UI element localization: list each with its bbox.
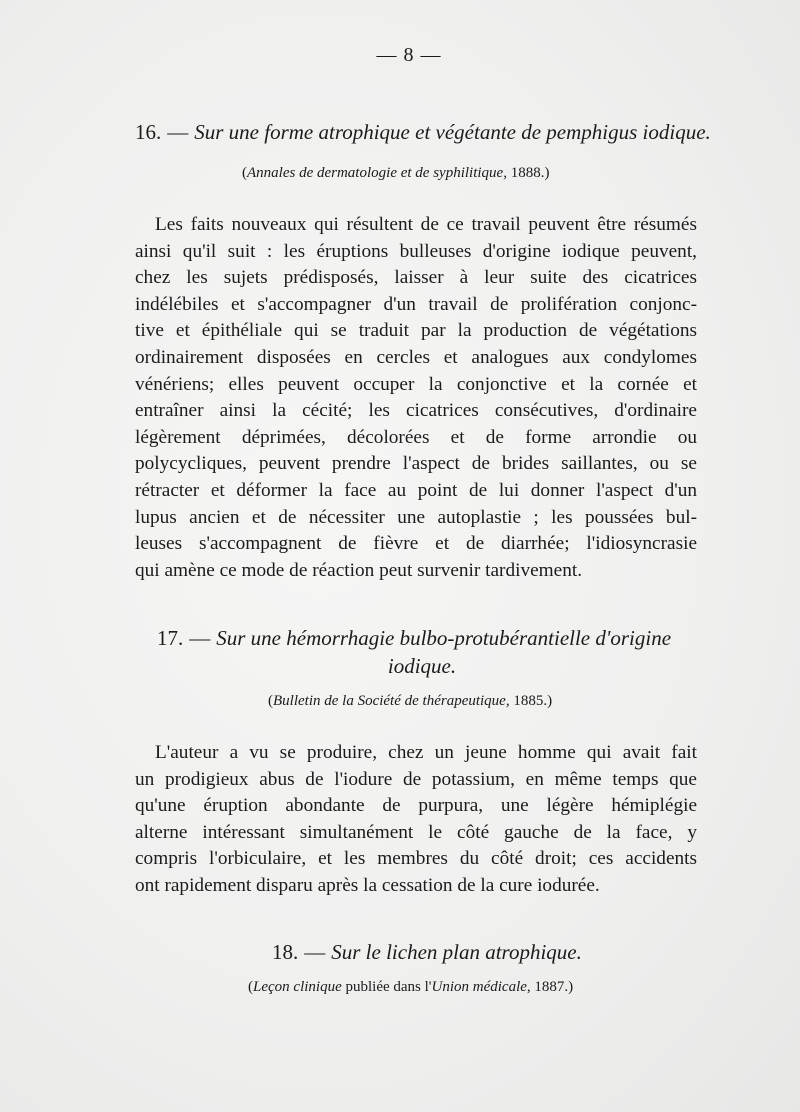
entry-17-paragraph bbox=[135, 740, 697, 900]
entry-title-text: Sur une forme atrophique et végétante de pemphigus iodique. bbox=[194, 120, 711, 144]
paragraph-line: polycycliques, peuvent prendre l'aspect de brides saillantes, ou se bbox=[135, 453, 697, 475]
paragraph-line: alterne intéressant simultanément le côté gauche de la face, y bbox=[135, 821, 697, 843]
paragraph-line: compris l'orbiculaire, et les membres du côté droit; ces accidents bbox=[135, 848, 697, 870]
source-year: 1888.) bbox=[506, 165, 550, 181]
paragraph-line: qui amène ce mode de réaction peut survenir tardivement. bbox=[135, 559, 583, 581]
paragraph-line: tive et épithéliale qui se traduit par la production de végétations bbox=[135, 320, 697, 342]
entry-18-source: (Leçon clinique publiée dans l'Union médicale, 1887.) bbox=[248, 979, 574, 995]
source-mid: publiée dans l' bbox=[341, 979, 432, 995]
paragraph-line: ainsi qu'il suit : les éruptions bulleuses d'origine iodique peuvent, bbox=[135, 240, 697, 262]
entry-18-title bbox=[272, 938, 582, 966]
entry-title-text: Sur le lichen plan atrophique. bbox=[331, 940, 582, 964]
entry-number: 17. bbox=[157, 626, 184, 650]
paragraph-line: leuses s'accompagnent de fièvre et de diarrhée; l'idiosyncrasie bbox=[135, 533, 697, 555]
entry-number: 18. bbox=[272, 940, 299, 964]
paragraph-line: entraîner ainsi la cécité; les cicatrices consécutives, d'ordinaire bbox=[135, 400, 697, 422]
paragraph-line: rétracter et déformer la face au point de lui donner l'aspect d'un bbox=[135, 479, 697, 501]
paragraph-line: vénériens; elles peuvent occuper la conjonctive et la cornée et bbox=[135, 373, 697, 395]
entry-dash: — bbox=[167, 120, 189, 144]
source-lecon: Leçon clinique bbox=[253, 979, 342, 995]
entry-title-text: Sur une hémorrhagie bulbo-protubérantielle d'origine bbox=[216, 626, 672, 650]
paragraph-line: L'auteur a vu se produire, chez un jeune homme qui avait fait bbox=[155, 742, 697, 763]
entry-number: 16. bbox=[135, 120, 162, 144]
paragraph-line: un prodigieux abus de l'iodure de potassium, en même temps que bbox=[135, 768, 697, 790]
entry-17-title bbox=[157, 624, 671, 652]
paragraph-line: chez les sujets prédisposés, laisser à leur suite des cicatrices bbox=[135, 267, 697, 289]
source-journal: Annales de dermatologie et de syphilitique, bbox=[247, 165, 507, 181]
paragraph-line: ont rapidement disparu après la cessation de la cure iodurée. bbox=[135, 874, 600, 896]
entry-16-paragraph bbox=[135, 212, 697, 584]
source-journal: Union médicale, bbox=[431, 979, 531, 995]
source-year: 1885.) bbox=[509, 693, 553, 709]
page-number: — 8 — bbox=[376, 44, 442, 66]
paragraph-line: Les faits nouveaux qui résultent de ce travail peuvent être résumés bbox=[155, 214, 697, 235]
paragraph-line: ordinairement disposées en cercles et analogues aux condylomes bbox=[135, 346, 697, 368]
paragraph-line: légèrement déprimées, décolorées et de forme arrondie ou bbox=[135, 426, 697, 448]
source-year: 1887.) bbox=[530, 979, 574, 995]
paragraph-line: indélébiles et s'accompagner d'un travail de prolifération conjonc- bbox=[135, 293, 697, 315]
paragraph-line: lupus ancien et de nécessiter une autoplastie ; les poussées bul- bbox=[135, 506, 697, 528]
entry-17-title-continued: iodique. bbox=[387, 654, 457, 678]
source-journal: Bulletin de la Société de thérapeutique, bbox=[273, 693, 510, 709]
entry-17-source: (Bulletin de la Société de thérapeutique, 1885.) bbox=[268, 693, 553, 709]
entry-dash: — bbox=[189, 626, 211, 650]
paragraph-line: qu'une éruption abondante de purpura, une légère hémiplégie bbox=[135, 795, 697, 817]
entry-16-source: (Annales de dermatologie et de syphilitique, 1888.) bbox=[242, 165, 550, 181]
entry-dash: — bbox=[304, 940, 326, 964]
entry-16-title bbox=[135, 118, 711, 146]
